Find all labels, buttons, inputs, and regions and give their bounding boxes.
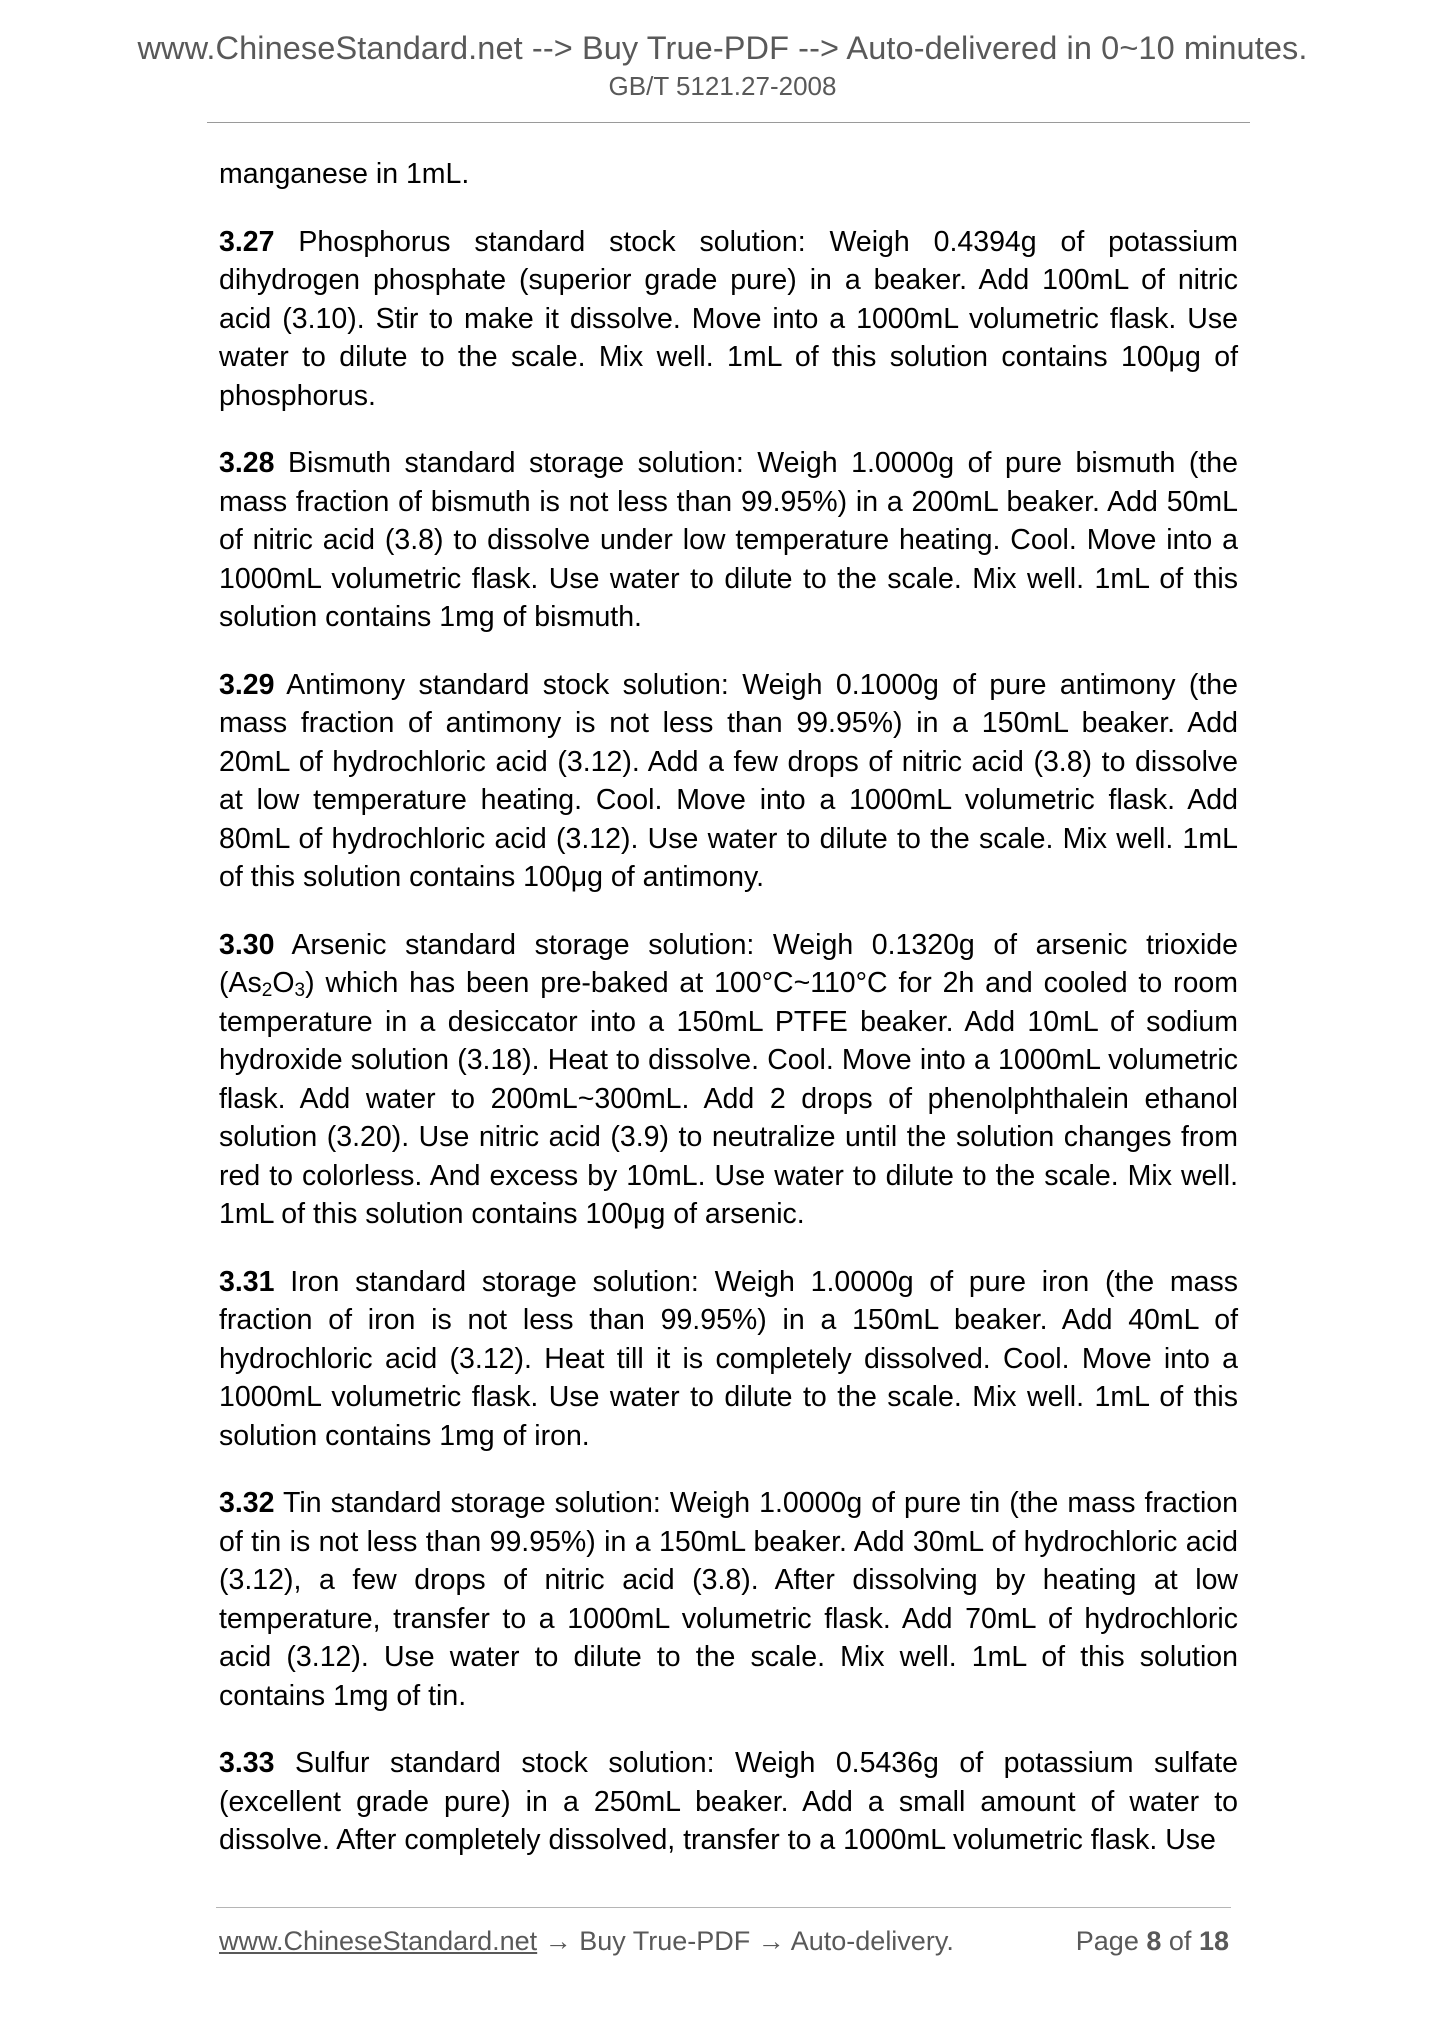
chemical-formula: $As_2O_3$ bbox=[228, 967, 306, 1001]
site-link[interactable]: www.ChineseStandard.net bbox=[219, 1926, 538, 1956]
clause-number: 3.28 bbox=[219, 447, 275, 479]
document-body bbox=[219, 155, 1238, 1889]
clause-text: Phosphorus standard stock solution: Weigh 0.4394g of potassium dihydrogen phosphate (superior grade pure) in a beaker. Add 100mL of nitric acid (3.10). Stir to make it dissolve. Move into a 1000mL volumetric flask. Use water to dilute to the scale. Mix well. 1mL of this solution contains 100μg of phosphorus. bbox=[219, 225, 1239, 412]
clause-text: Antimony standard stock solution: Weigh 0.1000g of pure antimony (the mass fraction of antimony is not less than 99.95%) in a 150mL beaker. Add 20mL of hydrochloric acid (3.12). Add a few drops of nitric acid (3.8) to dissolve at low temperature heating. Cool. Move into a 1000mL volumetric flask. Add 80mL of hydrochloric acid (3.12). Use water to dilute to the scale. Mix well. 1mL of this solution contains 100μg of antimony. bbox=[219, 668, 1238, 893]
header-divider bbox=[207, 122, 1250, 123]
clause-3-31 bbox=[219, 1263, 1238, 1456]
clause-text-before-formula: Arsenic standard storage solution: Weigh 0.1320g of arsenic trioxide ( bbox=[219, 928, 1238, 999]
page-label: Page bbox=[1075, 1926, 1139, 1956]
clause-3-29 bbox=[219, 666, 1238, 897]
footer-nav-text: → Buy True-PDF → Auto-delivery. bbox=[537, 1926, 954, 1956]
page-indicator bbox=[1076, 1926, 1229, 1957]
clause-number: 3.29 bbox=[219, 668, 275, 701]
clause-text: Bismuth standard storage solution: Weigh 1.0000g of pure bismuth (the mass fraction of bismuth is not less than 99.95%) in a 200mL beaker. Add 50mL of nitric acid (3.8) to dissolve under low temperature heating. Cool. Move into a 1000mL volumetric flask. Use water to dilute to the scale. Mix well. 1mL of this solution contains 1mg of bismuth. bbox=[219, 447, 1238, 633]
clause-number: 3.31 bbox=[219, 1265, 275, 1298]
clause-text: Tin standard storage solution: Weigh 1.0000g of pure tin (the mass fraction of tin is not less than 99.95%) in a 150mL beaker. Add 30mL of hydrochloric acid (3.12), a few drops of nitric acid (3.8). After dissolving by heating at low temperature, transfer to a 1000mL volumetric flask. Add 70mL of hydrochloric acid (3.12). Use water to dilute to the scale. Mix well. 1mL of this solution contains 1mg of tin. bbox=[219, 1487, 1238, 1712]
page-total: 18 bbox=[1198, 1926, 1229, 1956]
clause-3-28 bbox=[219, 444, 1238, 637]
page-current: 8 bbox=[1146, 1926, 1162, 1956]
clause-3-30 bbox=[219, 926, 1238, 1234]
page-footer bbox=[219, 1926, 1229, 1957]
clause-text-after-formula: ) which has been pre-baked at 100°C~110°C for 2h and cooled to room temperature in a desiccator into a 150mL PTFE beaker. Add 10mL of sodium hydroxide solution (3.18). Heat to dissolve. Cool. Move into a 1000mL volumetric flask. Add water to 200mL~300mL. Add 2 drops of phenolphthalein ethanol solution (3.20). Use nitric acid (3.9) to neutralize until the solution changes from red to colorless. And excess by 10mL. Use water to dilute to the scale. Mix well. 1mL of this solution contains 100μg of arsenic. bbox=[219, 967, 1238, 1230]
footer-divider bbox=[216, 1907, 1231, 1908]
clause-number: 3.33 bbox=[219, 1747, 275, 1779]
standard-code: GB/T 5121.27-2008 bbox=[608, 71, 837, 101]
page-of: of bbox=[1168, 1926, 1192, 1956]
clause-number: 3.27 bbox=[219, 225, 275, 258]
clause-3-32 bbox=[219, 1484, 1238, 1715]
clause-text: Iron standard storage solution: Weigh 1.0000g of pure iron (the mass fraction of iron is not less than 99.95%) in a 150mL beaker. Add 40mL of hydrochloric acid (3.12). Heat till it is completely dissolved. Cool. Move into a 1000mL volumetric flask. Use water to dilute to the scale. Mix well. 1mL of this solution contains 1mg of iron. bbox=[219, 1265, 1238, 1452]
clause-3-27 bbox=[219, 223, 1238, 416]
clause-number: 3.30 bbox=[219, 928, 275, 961]
site-banner: www.ChineseStandard.net --> Buy True-PDF --> Auto-delivered in 0~10 minutes. bbox=[137, 30, 1308, 66]
lead-text: manganese in 1mL. bbox=[219, 158, 470, 190]
clause-3-33 bbox=[219, 1744, 1238, 1860]
clause-number: 3.32 bbox=[219, 1487, 275, 1519]
clause-text: Sulfur standard stock solution: Weigh 0.5436g of potassium sulfate (excellent grade pure) in a 250mL beaker. Add a small amount of water to dissolve. After completely dissolved, transfer to a 1000mL volumetric flask. Use bbox=[219, 1747, 1239, 1856]
